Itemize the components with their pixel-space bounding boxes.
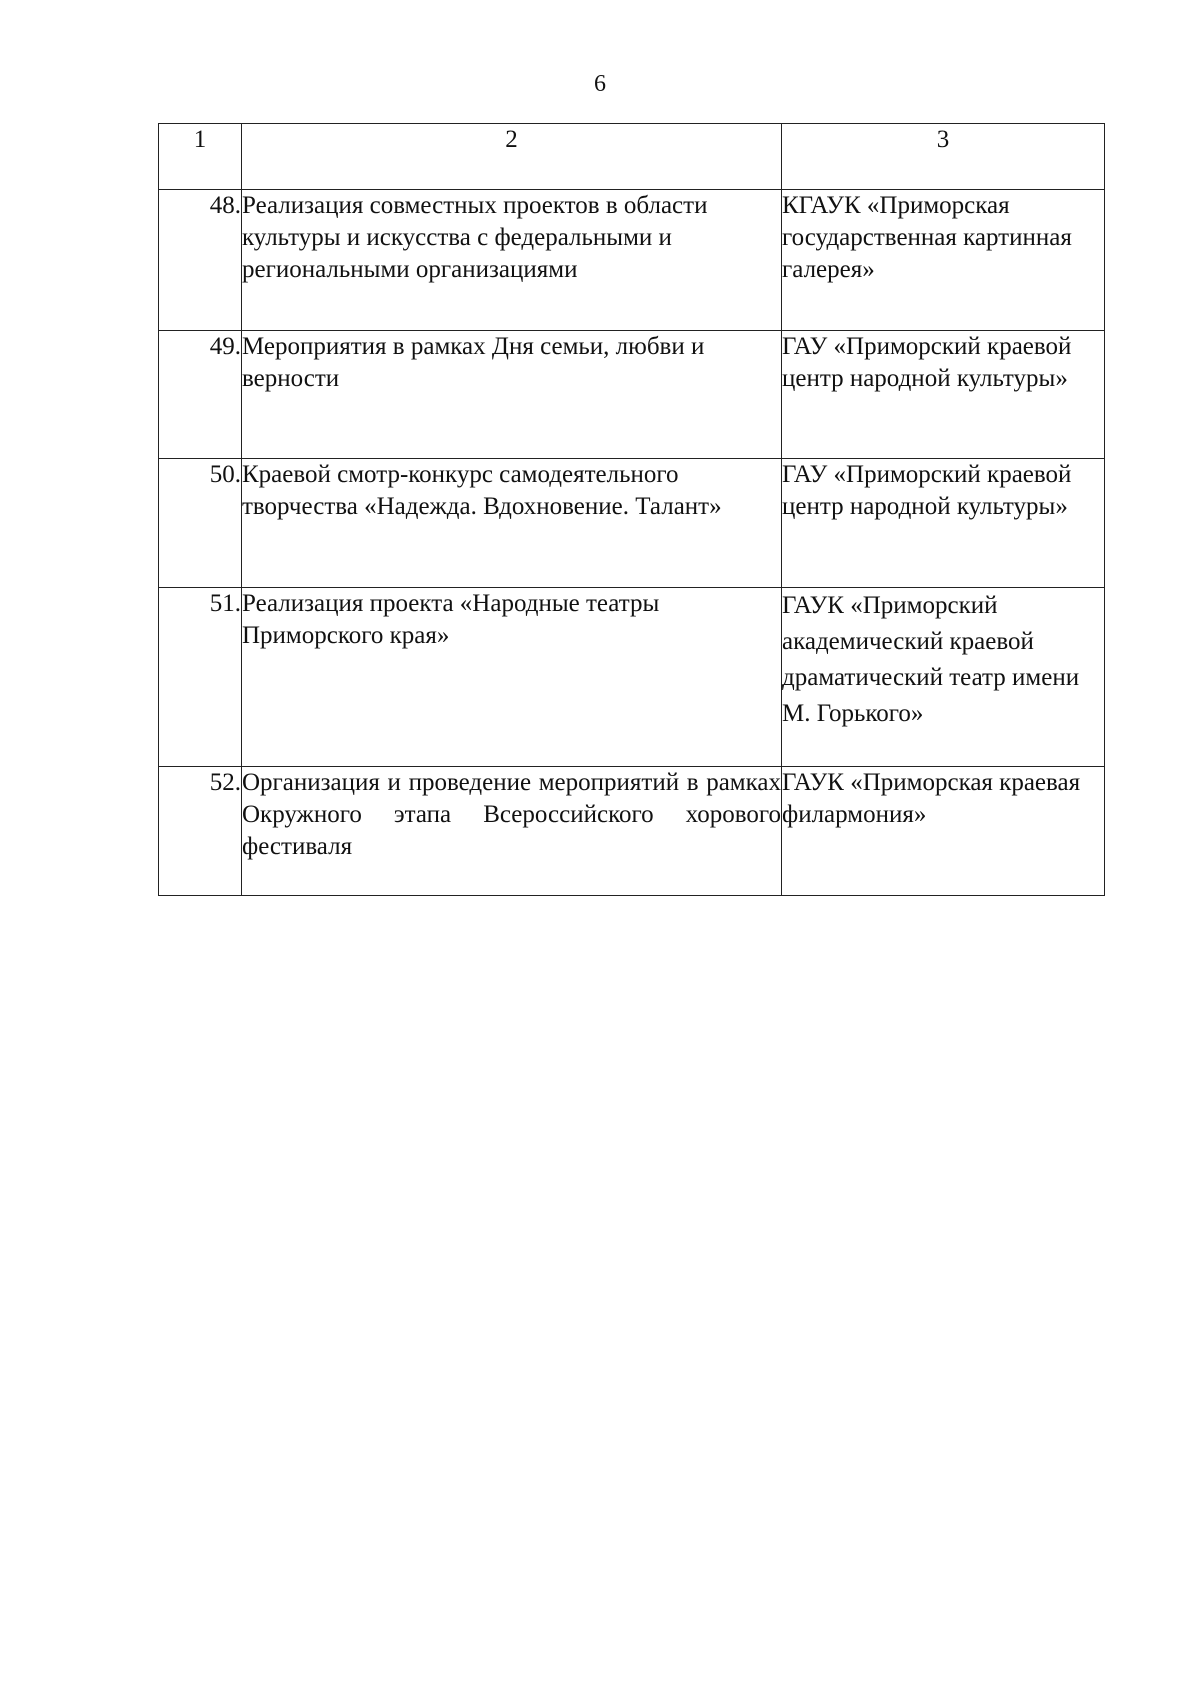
event-cell: Реализация совместных проектов в области культуры и искусства с федеральными и региональными организациями	[242, 190, 782, 331]
events-table	[158, 123, 1105, 896]
row-number: 51.	[159, 588, 242, 767]
row-number: 49.	[159, 331, 242, 459]
organization-cell: ГАУ «Приморский краевой центр народной культуры»	[782, 331, 1105, 459]
table-row	[159, 190, 1105, 331]
table-row	[159, 331, 1105, 459]
table-row	[159, 588, 1105, 767]
event-cell: Мероприятия в рамках Дня семьи, любви и верности	[242, 331, 782, 459]
table-row	[159, 459, 1105, 588]
header-cell-2: 2	[242, 124, 782, 190]
event-cell: Организация и проведение мероприятий в рамках Окружного этапа Всероссийского хорового фестиваля	[242, 767, 782, 896]
organization-cell: КГАУК «Приморская государственная картинная галерея»	[782, 190, 1105, 331]
event-cell: Реализация проекта «Народные театры Приморского края»	[242, 588, 782, 767]
organization-cell: ГАУК «Приморская краевая филармония»	[782, 767, 1105, 896]
row-number: 48.	[159, 190, 242, 331]
row-number: 52.	[159, 767, 242, 896]
event-cell: Краевой смотр-конкурс самодеятельного творчества «Надежда. Вдохновение. Талант»	[242, 459, 782, 588]
organization-cell: ГАУК «Приморский академический краевой драматический театр имени М. Горького»	[782, 588, 1105, 767]
row-number: 50.	[159, 459, 242, 588]
header-cell-1: 1	[159, 124, 242, 190]
organization-cell: ГАУ «Приморский краевой центр народной культуры»	[782, 459, 1105, 588]
table-row	[159, 767, 1105, 896]
table-header-row	[159, 124, 1105, 190]
page-number: 6	[594, 71, 606, 97]
header-cell-3: 3	[782, 124, 1105, 190]
